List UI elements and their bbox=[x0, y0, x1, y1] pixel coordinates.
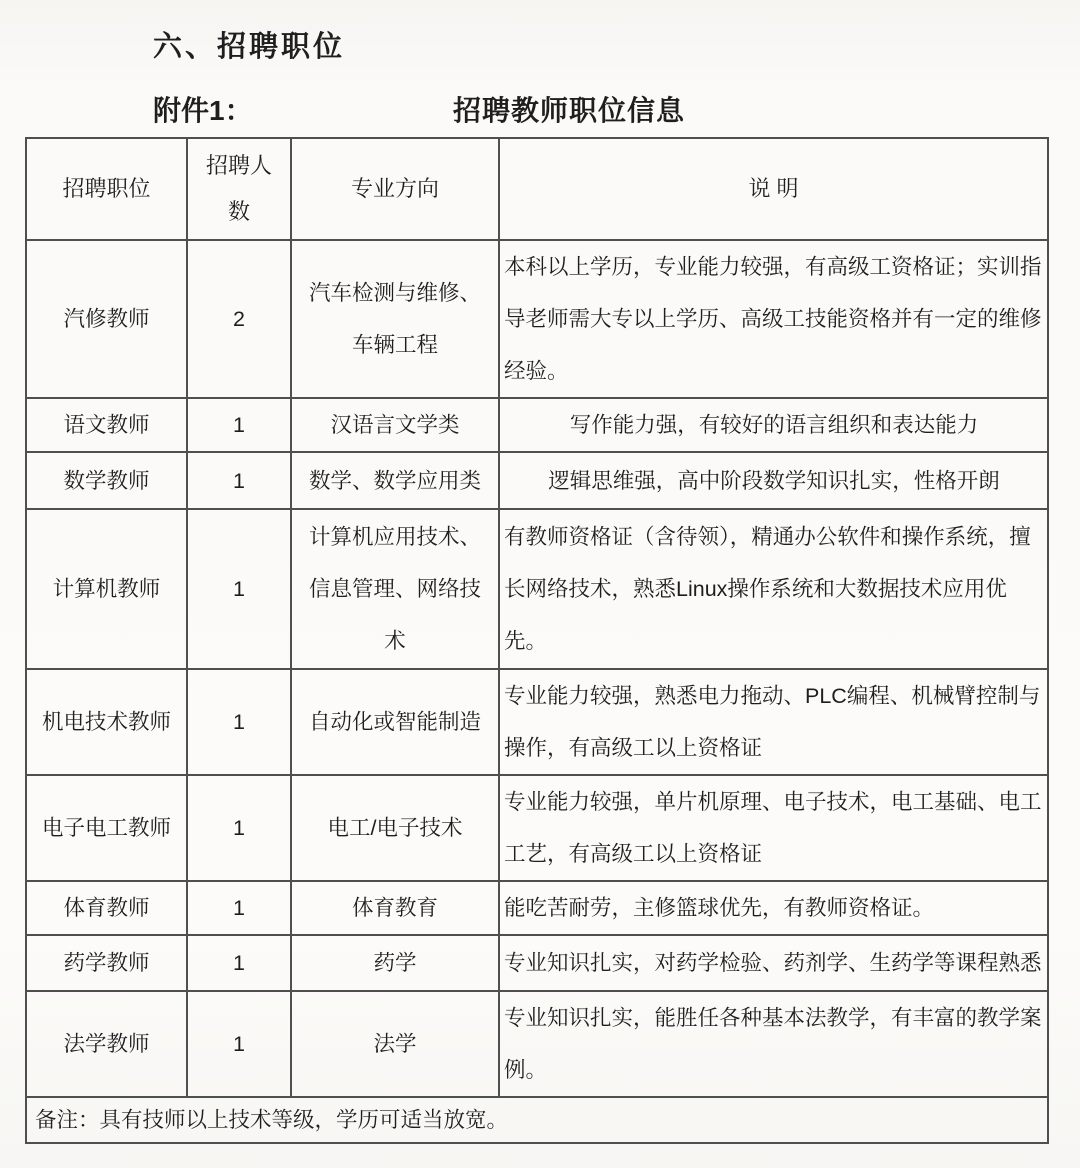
header-position: 招聘职位 bbox=[26, 138, 187, 240]
count-cell: 1 bbox=[187, 775, 291, 881]
position-cell: 体育教师 bbox=[26, 881, 187, 935]
position-cell: 计算机教师 bbox=[26, 509, 187, 669]
table-row bbox=[26, 935, 1048, 991]
description-cell: 有教师资格证（含待领），精通办公软件和操作系统，擅长网络技术，熟悉Linux操作系统和大数据技术应用优先。 bbox=[499, 509, 1048, 669]
position-cell: 数学教师 bbox=[26, 452, 187, 509]
count-cell: 1 bbox=[187, 935, 291, 991]
header-description: 说 明 bbox=[499, 138, 1048, 240]
table-row bbox=[26, 452, 1048, 509]
major-cell: 法学 bbox=[291, 991, 499, 1097]
table-row bbox=[26, 398, 1048, 452]
major-cell: 体育教育 bbox=[291, 881, 499, 935]
table-footer bbox=[26, 1097, 1048, 1143]
footnote-row bbox=[26, 1097, 1048, 1143]
count-cell: 1 bbox=[187, 881, 291, 935]
header-row bbox=[26, 138, 1048, 240]
count-cell: 1 bbox=[187, 669, 291, 775]
major-cell: 电工/电子技术 bbox=[291, 775, 499, 881]
position-cell: 汽修教师 bbox=[26, 240, 187, 398]
count-cell: 2 bbox=[187, 240, 291, 398]
major-cell: 数学、数学应用类 bbox=[291, 452, 499, 509]
attachment-label: 附件1： bbox=[153, 95, 253, 126]
table-row bbox=[26, 240, 1048, 398]
document-page bbox=[0, 24, 1080, 1168]
description-cell: 本科以上学历，专业能力较强，有高级工资格证；实训指导老师需大专以上学历、高级工技能资格并有一定的维修经验。 bbox=[499, 240, 1048, 398]
count-cell: 1 bbox=[187, 398, 291, 452]
description-cell: 专业能力较强，熟悉电力拖动、PLC编程、机械臂控制与操作，有高级工以上资格证 bbox=[499, 669, 1048, 775]
count-cell: 1 bbox=[187, 991, 291, 1097]
recruitment-table bbox=[25, 137, 1049, 1144]
table-row bbox=[26, 881, 1048, 935]
table-title: 招聘教师职位信息 bbox=[453, 95, 686, 126]
table-header bbox=[26, 138, 1048, 240]
description-cell: 能吃苦耐劳，主修篮球优先，有教师资格证。 bbox=[499, 881, 1048, 935]
description-cell: 专业知识扎实，对药学检验、药剂学、生药学等课程熟悉 bbox=[499, 935, 1048, 991]
count-cell: 1 bbox=[187, 452, 291, 509]
description-cell: 专业知识扎实，能胜任各种基本法教学，有丰富的教学案例。 bbox=[499, 991, 1048, 1097]
major-cell: 自动化或智能制造 bbox=[291, 669, 499, 775]
major-cell: 汉语言文学类 bbox=[291, 398, 499, 452]
description-cell: 专业能力较强，单片机原理、电子技术，电工基础、电工工艺，有高级工以上资格证 bbox=[499, 775, 1048, 881]
description-cell: 写作能力强，有较好的语言组织和表达能力 bbox=[499, 398, 1048, 452]
count-cell: 1 bbox=[187, 509, 291, 669]
major-cell: 计算机应用技术、信息管理、网络技术 bbox=[291, 509, 499, 669]
table-row bbox=[26, 509, 1048, 669]
description-cell: 逻辑思维强，高中阶段数学知识扎实，性格开朗 bbox=[499, 452, 1048, 509]
position-cell: 语文教师 bbox=[26, 398, 187, 452]
position-cell: 电子电工教师 bbox=[26, 775, 187, 881]
major-cell: 汽车检测与维修、车辆工程 bbox=[291, 240, 499, 398]
attachment-row bbox=[153, 89, 1080, 127]
table-row bbox=[26, 669, 1048, 775]
position-cell: 药学教师 bbox=[26, 935, 187, 991]
header-major: 专业方向 bbox=[291, 138, 499, 240]
table-row bbox=[26, 775, 1048, 881]
position-cell: 法学教师 bbox=[26, 991, 187, 1097]
table-row bbox=[26, 991, 1048, 1097]
table-body bbox=[26, 240, 1048, 1097]
header-count: 招聘人数 bbox=[187, 138, 291, 240]
position-cell: 机电技术教师 bbox=[26, 669, 187, 775]
footnote-cell: 备注：具有技师以上技术等级，学历可适当放宽。 bbox=[26, 1097, 1048, 1143]
major-cell: 药学 bbox=[291, 935, 499, 991]
section-title: 六、招聘职位 bbox=[153, 31, 346, 63]
